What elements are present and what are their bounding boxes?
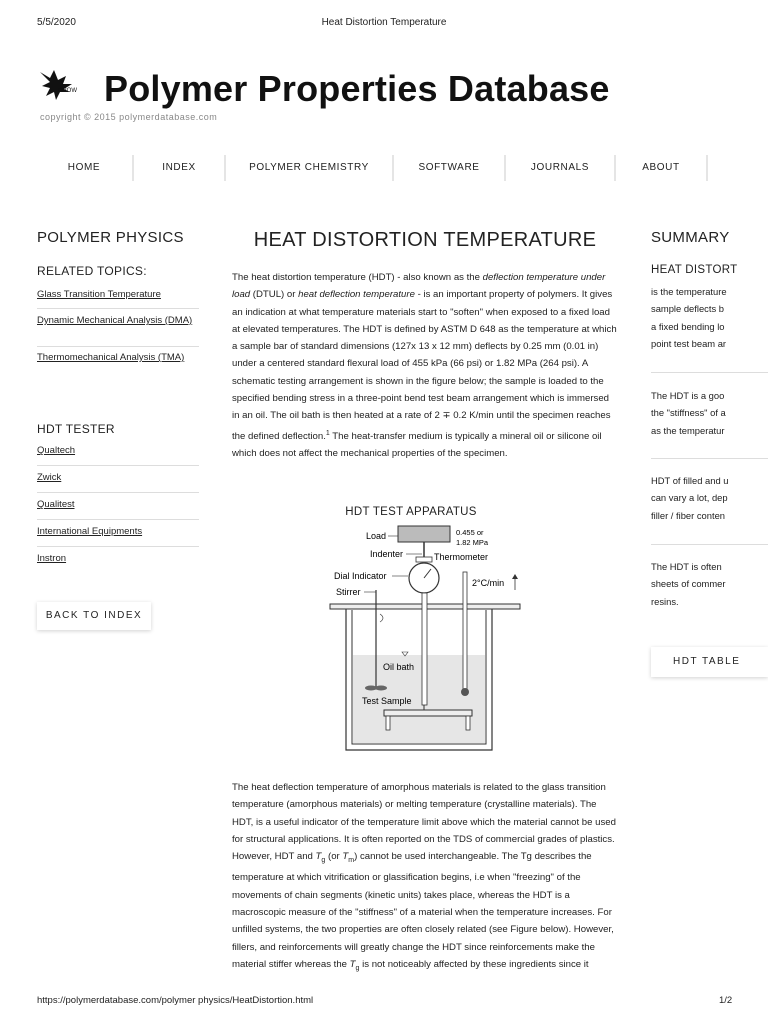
link-dma[interactable]: Dynamic Mechanical Analysis (DMA): [37, 315, 193, 326]
label-rate: 2°C/min: [472, 578, 505, 588]
intro-paragraph: The heat distortion temperature (HDT) - also known as the deflection temperature under load (DTUL) or heat deflection temperature - is an important property of polymers. It gives an indication at what temperature materials start to "soften" when exposed to a fixed load at elevated temperatures. The HDT is defined by ASTM D 648 as the temperature at which a sample bar of standard dimensions (127x 13 x 12 mm) deflects by 0.25 mm (0.01 in) under a centered standard flexural load of 455 kPa (66 psi) or 1.82 MPa (264 psi). A schematic testing arrangement is shown in the figure below; the sample is loaded to the specified bending stress in a three-point bend test beam arrangement which is immersed in an oil. The oil bath is then heated at a rate of 2 ∓ 0.2 K/min until the specimen reaches the defined deflection.$^1$ The heat-transfer medium is typically a mineral oil or silicone oil which does not affect the mechanical properties of the specimen.: [232, 272, 617, 460]
hdt-tester-heading: HDT TESTER: [37, 422, 115, 436]
summary-heading: SUMMARY: [651, 229, 730, 246]
label-dial-indicator: Dial Indicator: [334, 571, 387, 581]
related-topics-label: RELATED TOPICS:: [37, 264, 147, 278]
label-stirrer: Stirrer: [336, 587, 361, 597]
label-indenter: Indenter: [370, 549, 404, 559]
label-load-value: 0.455 or: [456, 528, 484, 537]
nav-about[interactable]: ABOUT: [642, 162, 680, 173]
summary-block-2: The HDT is a goo the "stiffness" of a as the temperatur: [651, 390, 726, 436]
divider: [37, 546, 199, 547]
crow-logo-icon[interactable]: [36, 62, 80, 106]
divider: [37, 519, 199, 520]
divider: [651, 544, 768, 545]
divider: [651, 372, 768, 373]
divider: [37, 465, 199, 466]
logo-text: CROW: [58, 88, 77, 94]
link-qualitest[interactable]: Qualitest: [37, 499, 75, 510]
print-date: 5/5/2020: [37, 17, 76, 28]
nav-home[interactable]: HOME: [67, 162, 101, 173]
print-footer-url: https://polymerdatabase.com/polymer physics/HeatDistortion.html: [37, 995, 314, 1006]
link-glass-transition[interactable]: Glass Transition Temperature: [37, 289, 161, 300]
divider: [651, 458, 768, 459]
divider: [37, 346, 199, 347]
print-title: Heat Distortion Temperature: [321, 17, 447, 28]
label-oil-bath: Oil bath: [383, 662, 415, 672]
divider: [37, 308, 199, 309]
nav-polymer-chemistry[interactable]: POLYMER CHEMISTRY: [249, 162, 369, 173]
summary-block-4: The HDT is often sheets of commer resins.: [651, 561, 726, 607]
hdt-apparatus-diagram: [322, 500, 522, 752]
left-heading: POLYMER PHYSICS: [37, 229, 184, 246]
main-nav: [36, 155, 768, 181]
divider: [37, 492, 199, 493]
label-test-sample: Test Sample: [362, 696, 412, 706]
label-load: Load: [366, 531, 387, 541]
page-title: HEAT DISTORTION TEMPERATURE: [253, 229, 597, 251]
label-thermometer: Thermometer: [434, 552, 489, 562]
link-instron[interactable]: Instron: [37, 553, 67, 564]
second-paragraph: The heat deflection temperature of amorphous materials is related to the glass transition temperature (amorphous materials) or melting temperature (crystalline materials). The HDT, is a useful indicator of the temperature limit above which the material cannot be used for structural applications. It is often reported on the TDS of commercial grades of plastics. However, HDT and $T_g$ (or $T_m$) cannot be used interchangeable. The Tg describes the temperature at which vitrification or glassification begins, i.e when "freezing" of the movements of chain segments (kinetic units) takes place, whereas the HDT is a macroscopic measure of the "stiffness" of a material when the temperature increases. For unfilled systems, the two properties are often closely related (see Figure below). However, fillers, and reinforcements will greatly change the HDT since reinforcements make the material stiffer whereas the $T_g$ is not noticeably affected by these ingredients since it: [232, 782, 616, 972]
link-zwick[interactable]: Zwick: [37, 472, 62, 483]
summary-block-1: is the temperature sample deflects b a fixed bending lo point test beam ar: [651, 286, 727, 349]
print-footer-page: 1/2: [719, 995, 733, 1006]
link-tma[interactable]: Thermomechanical Analysis (TMA): [37, 352, 185, 363]
link-international-equipments[interactable]: International Equipments: [37, 526, 143, 537]
figure-title: HDT TEST APPARATUS: [345, 506, 477, 518]
copyright: copyright © 2015 polymerdatabase.com: [40, 112, 218, 122]
summary-subheading: HEAT DISTORT: [651, 264, 738, 276]
summary-block-3: HDT of filled and u can vary a lot, dep filler / fiber conten: [651, 475, 729, 521]
site-title[interactable]: Polymer Properties Database: [104, 68, 610, 109]
label-load-value-2: 1.82 MPa: [456, 538, 489, 547]
nav-index[interactable]: INDEX: [162, 162, 196, 173]
hdt-table-button[interactable]: HDT TABLE: [651, 647, 768, 677]
nav-software[interactable]: SOFTWARE: [418, 162, 480, 173]
link-qualtech[interactable]: Qualtech: [37, 445, 76, 456]
nav-journals[interactable]: JOURNALS: [530, 162, 590, 173]
nav-separator: [706, 155, 708, 181]
back-to-index-button[interactable]: BACK TO INDEX: [37, 602, 151, 630]
